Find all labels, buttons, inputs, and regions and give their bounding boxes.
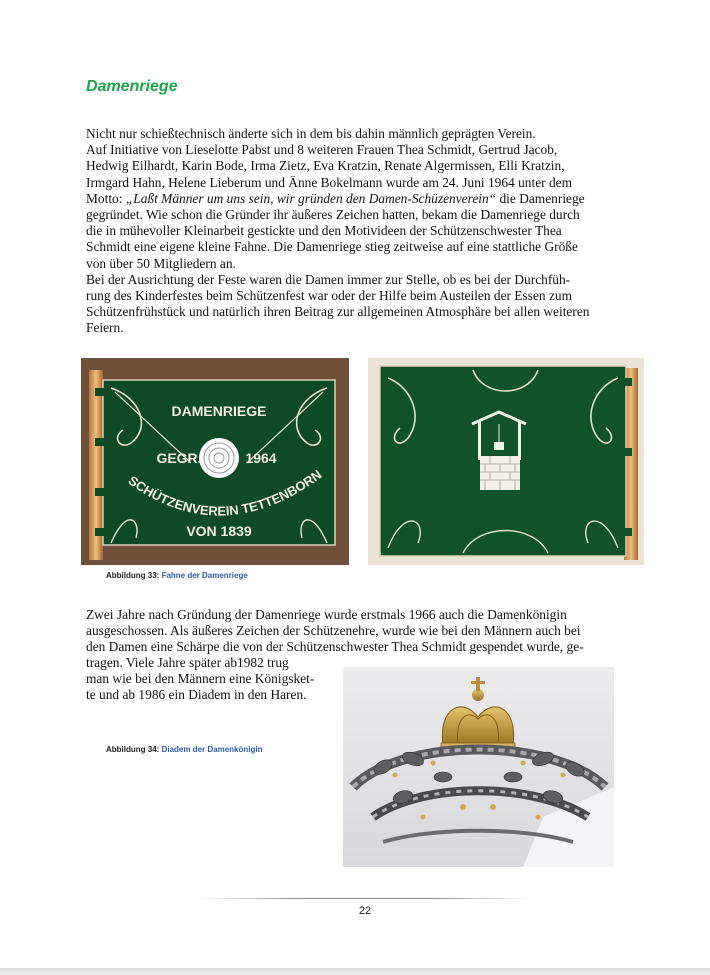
paragraph-intro (86, 126, 646, 337)
text-line: Hedwig Eilhardt, Karin Bode, Irma Zietz, Eva Kratzin, Renate Algermissen, Elli Kratzin, (86, 158, 565, 174)
figure-caption-33 (106, 571, 248, 580)
text-line: Auf Initiative von Lieselotte Pabst und 8 weiteren Frauen Thea Schmidt, Gertrud Jacob, (86, 142, 558, 158)
text-line: den Damen eine Schärpe die von der Schützenschwester Thea Schmidt gespendet wurde, ge- (86, 639, 584, 655)
text-line: die in mühevoller Kleinarbeit gestickte und den Motivideen der Schützenschwester Thea (86, 223, 562, 239)
text-line: ausgeschossen. Als äußeres Zeichen der Schützenehre, wurde wie bei den Männern auch bei (86, 623, 581, 639)
caption-prefix: Abbildung 33: (106, 571, 162, 580)
caption-title: Fahne der Damenriege (161, 571, 248, 580)
text-line: Nicht nur schießtechnisch änderte sich in dem bis dahin männlich geprägten Verein. (86, 126, 536, 141)
paragraph-diadem (86, 655, 336, 704)
page-bottom-edge (0, 968, 710, 975)
section-title: Damenriege (86, 78, 178, 95)
motto-suffix: die Damenriege (496, 190, 585, 206)
text-line: Bei der Ausrichtung der Feste waren die Damen immer zur Stelle, ob es bei der Durchfüh- (86, 271, 571, 287)
flag-text-top: DAMENRIEGE (171, 403, 267, 419)
motto-prefix: Motto: (86, 190, 126, 206)
text-line: Schützenfrühstück und natürlich ihren Beitrag zur allgemeinen Atmosphäre bei allen weiteren (86, 304, 590, 320)
text-line: Zwei Jahre nach Gründung der Damenriege wurde erstmals 1966 auch die Damenkönigin (86, 607, 567, 622)
flag-front-graphic (81, 358, 349, 565)
flag-text-bottom: VON 1839 (186, 523, 252, 539)
paragraph-queen (86, 607, 646, 656)
caption-title: Diadem der Damenkönigin (161, 745, 263, 754)
text-line: Irmgard Hahn, Helene Lieberum und Änne Bokelmann wurde am 24. Juni 1964 unter dem (86, 174, 573, 190)
page-number: 22 (358, 905, 372, 917)
text-line: man wie bei den Männern eine Königsket- (86, 671, 315, 687)
flag-back-photo (368, 358, 644, 565)
flag-front-photo (81, 358, 349, 565)
flag-text-arc: SCHÜTZENVEREIN TETTENBORN (125, 466, 325, 519)
text-line: rung des Kinderfestes beim Schützenfest war oder der Hilfe beim Austeilen der Essen zum (86, 288, 573, 304)
text-line: tragen. Viele Jahre später ab1982 trug (86, 655, 289, 670)
text-line: Feiern. (86, 320, 124, 336)
text-line: te und ab 1986 ein Diadem in den Haren. (86, 687, 307, 703)
flag-text-left: GEGR. (156, 450, 202, 466)
diadem-photo (343, 667, 614, 867)
text-line: Schmidt eine eigene kleine Fahne. Die Damenriege stieg zeitweise auf eine stattliche Größe (86, 239, 578, 255)
motto-quote: „Laßt Männer um uns sein, wir gründen den Damen-Schüzenverein“ (125, 190, 497, 206)
figure-caption-34 (106, 745, 262, 754)
text-line: von über 50 Mitgliedern an. (86, 255, 236, 271)
flag-back-graphic (368, 358, 644, 565)
caption-prefix: Abbildung 34: (106, 745, 162, 754)
footer-divider (200, 898, 530, 899)
text-line: gegründet. Wie schon die Gründer ihr äußeres Zeichen hatten, bekam die Damenriege durch (86, 207, 580, 223)
flag-text-right: 1964 (245, 450, 277, 466)
diadem-graphic (343, 667, 614, 867)
motto-line (86, 191, 646, 207)
